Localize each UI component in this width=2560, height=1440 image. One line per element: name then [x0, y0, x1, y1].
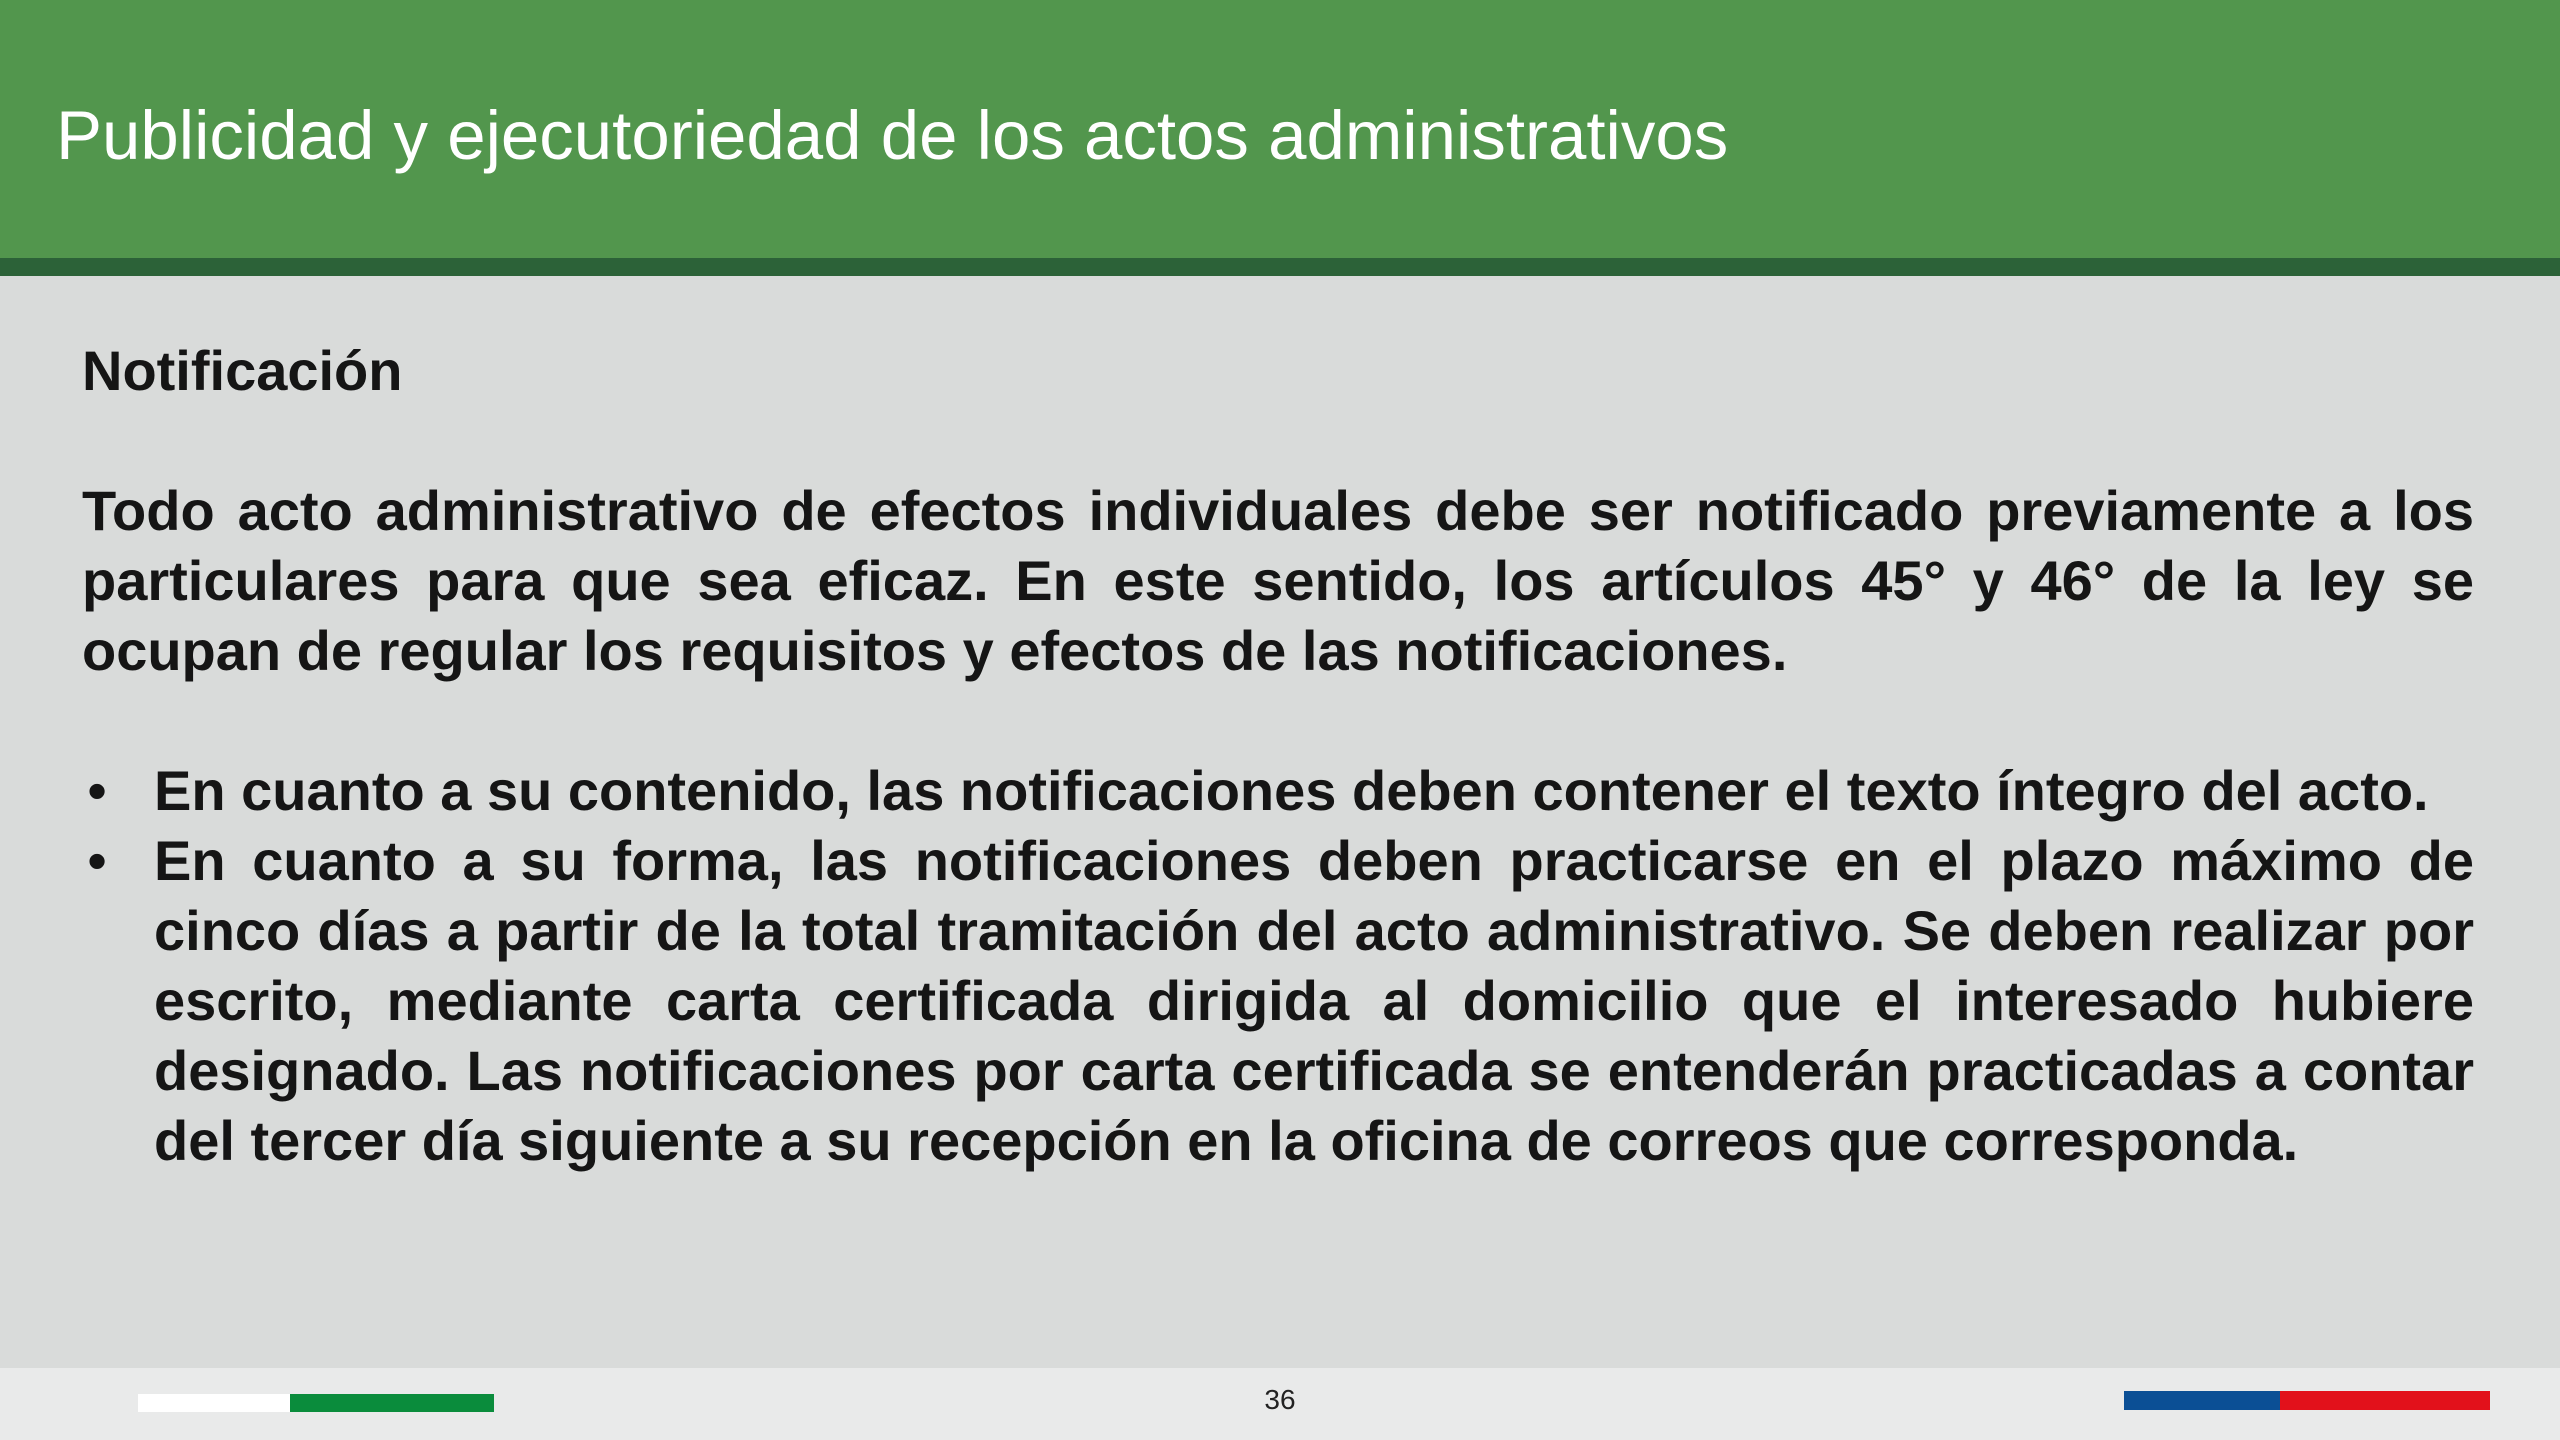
bullet-item-content	[82, 756, 2474, 826]
page-number: 36	[1264, 1384, 1296, 1415]
slide-content	[82, 336, 2474, 1176]
flag-stripe-blue	[2124, 1391, 2280, 1410]
bullet-icon: •	[87, 829, 107, 892]
bullet-text: En cuanto a su forma, las notificaciones deben practicarse en el plazo máximo de cinco días a partir de la total tramitación del acto administrativo. Se deben realizar por escrito, mediante carta certificada dirigida al domicilio que el interesado hubiere designado. Las notificaciones por carta certificada se entenderán practicadas a contar del tercer día siguiente a su recepción en la oficina de correos que corresponda.	[154, 829, 2474, 1172]
slide-title: Publicidad y ejecutoriedad de los actos administrativos	[56, 97, 1729, 174]
intro-paragraph: Todo acto administrativo de efectos individuales debe ser notificado previamente a los particulares para que sea eficaz. En este sentido, los artículos 45° y 46° de la ley se ocupan de regular los requisitos y efectos de las notificaciones.	[82, 479, 2474, 682]
header-stripe	[0, 258, 2560, 276]
flag-stripe-white	[138, 1394, 290, 1412]
flag-stripe-green	[290, 1394, 494, 1412]
flag-stripe-red	[2280, 1391, 2490, 1410]
bullet-item-form	[82, 826, 2474, 1176]
bullet-icon: •	[87, 759, 107, 822]
section-heading: Notificación	[82, 339, 403, 402]
bullet-list	[82, 756, 2474, 1176]
bullet-text: En cuanto a su contenido, las notificaciones deben contener el texto íntegro del acto.	[154, 759, 2429, 822]
